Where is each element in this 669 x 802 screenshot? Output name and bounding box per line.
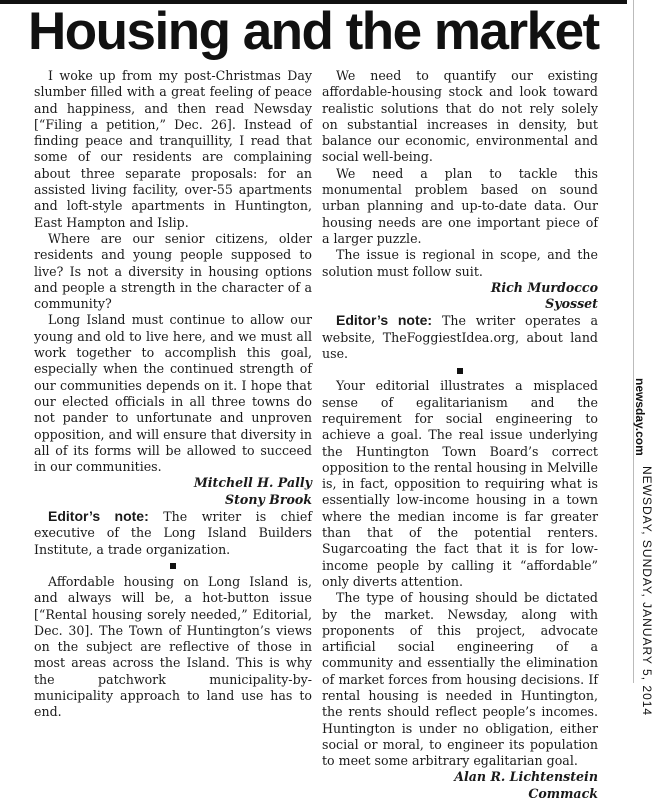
square-bullet-icon: [170, 563, 176, 569]
page-dateline: NEWSDAY, SUNDAY, JANUARY 5, 2014: [640, 466, 654, 717]
letter-3-paragraph-1: Your editorial illustrates a misplaced sense of egalitarianism and the requirement for social engineering to achieve a goal. The real issue underlying the Huntington Town Board’s correct opposition to the rental housing in Melville is, in fact, opposition to requiring what is essentially low-income housing in a town where the median income is far greater than that of the potential renters. Sugarcoating the fact that it is for low-income people by calling it “affordable” only diverts attention.: [322, 378, 598, 589]
page-headline: Housing and the market: [28, 2, 599, 61]
column-left: [34, 68, 312, 721]
letter-separator: [322, 362, 598, 378]
editors-note-label: Editor’s note:: [336, 312, 433, 329]
letter-2-paragraph-2: We need to quantify our existing affordable-housing stock and look toward realistic solutions that do not rely solely on substantial increases in density, but balance our economic, environmental and social well-being.: [322, 68, 598, 165]
letter-1-paragraph-1: I woke up from my post-Christmas Day slumber filled with a great feeling of peace and happiness, and then read Newsday [“Filing a petition,” Dec. 26]. Instead of finding peace and tranquillity, I read that some of our residents are complaining about three separate proposals: for an assisted living facility, over-55 apartments and loft-style apartments in Huntington, East Hampton and Islip.: [34, 68, 312, 230]
letter-1-author: Mitchell H. Pally: [193, 475, 312, 491]
letter-1-paragraph-3: Long Island must continue to allow our young and old to live here, and we must all work together to accomplish this goal, especially when the continued strength of our communities depends on it. I hope that our elected officials in all three towns do not pander to unfortunate and unproven opposition, and will ensure that diversity in all of its forms will be allowed to succeed in our communities.: [34, 312, 312, 475]
column-right: [322, 68, 598, 802]
letter-separator: [34, 558, 312, 574]
square-bullet-icon: [457, 368, 463, 374]
editors-note-label: Editor’s note:: [48, 508, 149, 525]
website-brand: newsday.com: [633, 378, 647, 456]
letter-2-paragraph-4: The issue is regional in scope, and the solution must follow suit.: [322, 247, 598, 279]
editors-note-text: The writer operates a website, TheFoggiestIdea.org, about land use.: [322, 313, 598, 362]
letter-3-paragraph-2: The type of housing should be dictated by the market. Newsday, along with proponents of this project, advocate artificial social engineering of a community and essentially the elimination of market forces from housing decisions. If rental housing is needed in Huntington, the rents should reflect people’s incomes. Huntington is under no obligation, either social or moral, to engineer its population to meet some arbitrary egalitarian goal.: [322, 590, 598, 769]
letter-2-paragraph-1: Affordable housing on Long Island is, and always will be, a hot-button issue [“Rental housing sorely needed,” Editorial, Dec. 30]. The Town of Huntington’s views on the subject are reflective of those in most areas across the Island. This is why the patchwork municipality-by-municipality approach to land use has to end.: [34, 573, 312, 720]
letter-3-location: Commack: [528, 785, 598, 801]
letter-3-author: Alan R. Lichtenstein: [454, 769, 598, 785]
letter-1-editors-note: [34, 508, 312, 558]
letter-2-editors-note: [322, 312, 598, 362]
letter-2-paragraph-3: We need a plan to tackle this monumental problem based on sound urban planning and up-to-date data. Our housing needs are one important piece of a larger puzzle.: [322, 165, 598, 246]
letter-2-location: Syosset: [545, 296, 598, 312]
letter-1-paragraph-2: Where are our senior citizens, older residents and young people supposed to live? Is not a diversity in housing options and people a strength in the character of a community?: [34, 230, 312, 312]
letter-2-author: Rich Murdocco: [490, 279, 598, 295]
letter-1-location: Stony Brook: [225, 491, 312, 507]
editors-note-text: The writer is chief executive of the Long Island Builders Institute, a trade organization.: [34, 509, 312, 557]
